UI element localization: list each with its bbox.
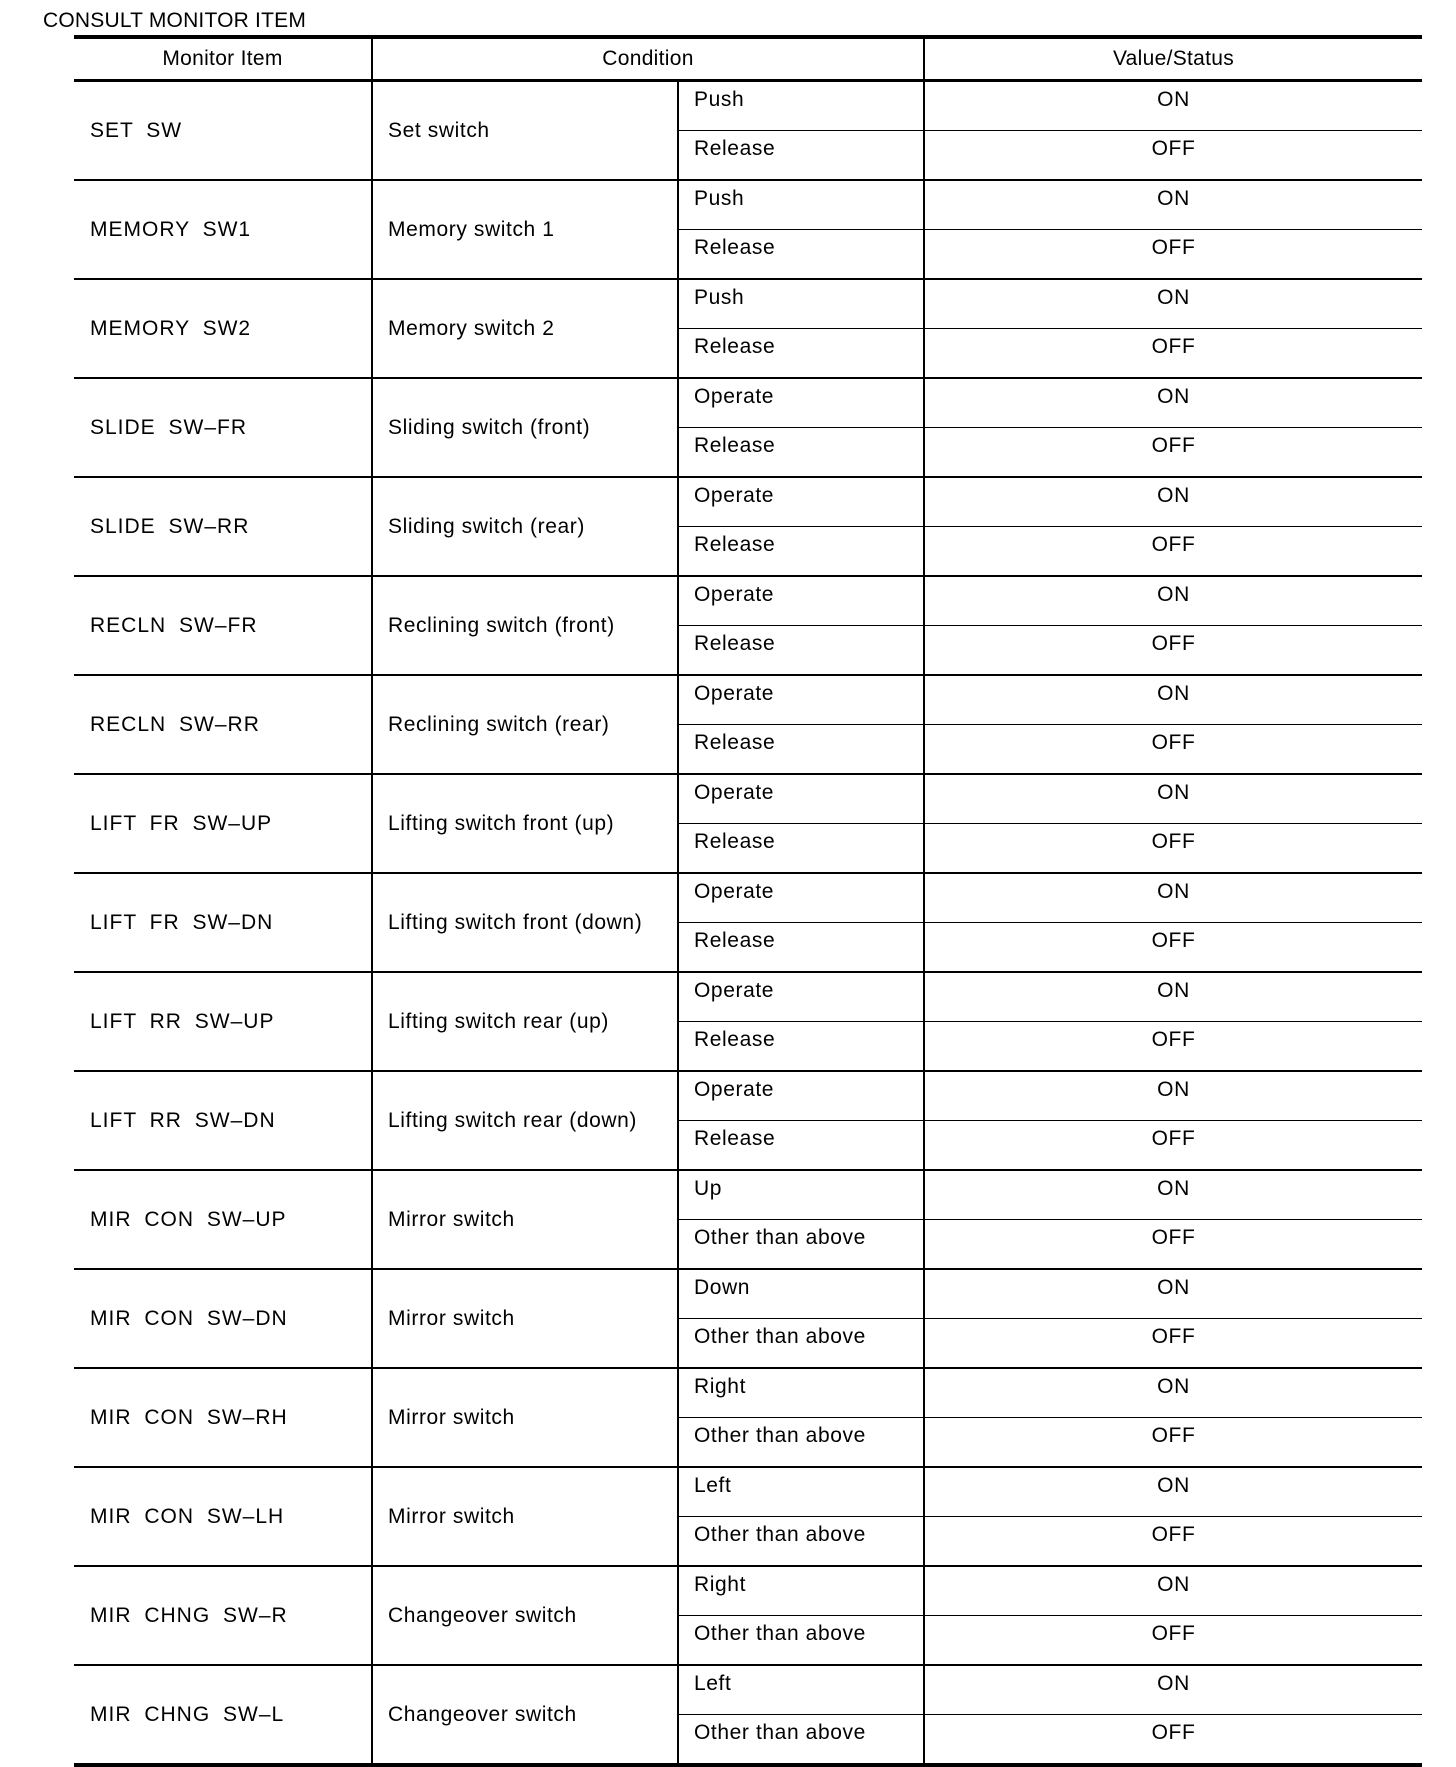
status-value: OFF [924, 230, 1422, 280]
monitor-item: MIR CON SW–UP [74, 1170, 372, 1269]
condition-state: Release [678, 923, 924, 973]
monitor-item: MIR CON SW–DN [74, 1269, 372, 1368]
status-value: ON [924, 1368, 1422, 1418]
condition-state: Down [678, 1269, 924, 1319]
status-value: OFF [924, 1121, 1422, 1171]
condition-name: Lifting switch front (up) [372, 774, 678, 873]
table-row [74, 1368, 1422, 1418]
condition-state: Other than above [678, 1418, 924, 1468]
table-row [74, 675, 1422, 725]
monitor-item: LIFT RR SW–DN [74, 1071, 372, 1170]
condition-state: Release [678, 329, 924, 379]
monitor-item: MIR CHNG SW–L [74, 1665, 372, 1765]
status-value: ON [924, 1269, 1422, 1319]
table-row [74, 1467, 1422, 1517]
status-value: OFF [924, 1220, 1422, 1270]
header-row [74, 37, 1422, 81]
condition-state: Other than above [678, 1517, 924, 1567]
condition-state: Other than above [678, 1220, 924, 1270]
table-row [74, 1566, 1422, 1616]
status-value: ON [924, 1665, 1422, 1715]
condition-state: Other than above [678, 1616, 924, 1666]
table-row [74, 81, 1422, 131]
condition-name: Memory switch 1 [372, 180, 678, 279]
monitor-item: LIFT FR SW–UP [74, 774, 372, 873]
status-value: ON [924, 1467, 1422, 1517]
monitor-item: LIFT RR SW–UP [74, 972, 372, 1071]
status-value: OFF [924, 527, 1422, 577]
table-body [74, 81, 1422, 1766]
status-value: OFF [924, 626, 1422, 676]
condition-state: Release [678, 824, 924, 874]
status-value: OFF [924, 428, 1422, 478]
condition-state: Operate [678, 378, 924, 428]
condition-name: Sliding switch (rear) [372, 477, 678, 576]
condition-state: Other than above [678, 1715, 924, 1766]
condition-state: Release [678, 1121, 924, 1171]
condition-state: Left [678, 1467, 924, 1517]
status-value: OFF [924, 923, 1422, 973]
condition-name: Lifting switch rear (up) [372, 972, 678, 1071]
monitor-item: MIR CON SW–RH [74, 1368, 372, 1467]
condition-state: Operate [678, 873, 924, 923]
table-row [74, 1071, 1422, 1121]
condition-state: Operate [678, 774, 924, 824]
status-value: ON [924, 774, 1422, 824]
condition-name: Lifting switch rear (down) [372, 1071, 678, 1170]
status-value: ON [924, 279, 1422, 329]
condition-name: Changeover switch [372, 1566, 678, 1665]
condition-state: Push [678, 279, 924, 329]
condition-state: Release [678, 230, 924, 280]
condition-state: Operate [678, 675, 924, 725]
monitor-item: RECLN SW–RR [74, 675, 372, 774]
status-value: ON [924, 1170, 1422, 1220]
consult-monitor-table [74, 35, 1422, 1767]
status-value: OFF [924, 1517, 1422, 1567]
monitor-item: RECLN SW–FR [74, 576, 372, 675]
status-value: ON [924, 81, 1422, 131]
condition-name: Mirror switch [372, 1368, 678, 1467]
condition-state: Operate [678, 1071, 924, 1121]
status-value: OFF [924, 1319, 1422, 1369]
table-row [74, 774, 1422, 824]
status-value: OFF [924, 725, 1422, 775]
table-row [74, 477, 1422, 527]
status-value: OFF [924, 1616, 1422, 1666]
condition-name: Sliding switch (front) [372, 378, 678, 477]
condition-state: Push [678, 81, 924, 131]
table-row [74, 1269, 1422, 1319]
table-row [74, 1170, 1422, 1220]
status-value: ON [924, 180, 1422, 230]
condition-name: Mirror switch [372, 1170, 678, 1269]
condition-state: Push [678, 180, 924, 230]
monitor-item: MEMORY SW2 [74, 279, 372, 378]
condition-state: Right [678, 1566, 924, 1616]
condition-name: Lifting switch front (down) [372, 873, 678, 972]
table-row [74, 279, 1422, 329]
table-row [74, 576, 1422, 626]
monitor-item: SLIDE SW–FR [74, 378, 372, 477]
condition-name: Reclining switch (rear) [372, 675, 678, 774]
status-value: ON [924, 477, 1422, 527]
monitor-item: LIFT FR SW–DN [74, 873, 372, 972]
condition-name: Reclining switch (front) [372, 576, 678, 675]
status-value: OFF [924, 824, 1422, 874]
condition-state: Operate [678, 576, 924, 626]
monitor-item: SLIDE SW–RR [74, 477, 372, 576]
condition-state: Left [678, 1665, 924, 1715]
condition-state: Operate [678, 477, 924, 527]
header-value-status: Value/Status [924, 37, 1422, 81]
header-condition: Condition [372, 37, 924, 81]
table-row [74, 378, 1422, 428]
table-row [74, 1665, 1422, 1715]
table-row [74, 180, 1422, 230]
condition-state: Release [678, 1022, 924, 1072]
condition-name: Set switch [372, 81, 678, 181]
status-value: OFF [924, 1418, 1422, 1468]
condition-state: Release [678, 626, 924, 676]
monitor-item: MIR CHNG SW–R [74, 1566, 372, 1665]
condition-name: Memory switch 2 [372, 279, 678, 378]
status-value: ON [924, 1071, 1422, 1121]
condition-name: Mirror switch [372, 1269, 678, 1368]
monitor-item: MIR CON SW–LH [74, 1467, 372, 1566]
condition-state: Up [678, 1170, 924, 1220]
table-row [74, 972, 1422, 1022]
condition-state: Release [678, 131, 924, 181]
status-value: ON [924, 1566, 1422, 1616]
monitor-item: MEMORY SW1 [74, 180, 372, 279]
condition-state: Operate [678, 972, 924, 1022]
status-value: ON [924, 873, 1422, 923]
condition-state: Right [678, 1368, 924, 1418]
header-monitor-item: Monitor Item [74, 37, 372, 81]
status-value: OFF [924, 1715, 1422, 1766]
table-header [74, 37, 1422, 81]
status-value: OFF [924, 131, 1422, 181]
status-value: ON [924, 378, 1422, 428]
status-value: ON [924, 675, 1422, 725]
condition-state: Release [678, 527, 924, 577]
status-value: ON [924, 576, 1422, 626]
condition-name: Mirror switch [372, 1467, 678, 1566]
status-value: OFF [924, 329, 1422, 379]
table-row [74, 873, 1422, 923]
condition-state: Release [678, 428, 924, 478]
condition-name: Changeover switch [372, 1665, 678, 1765]
monitor-item: SET SW [90, 118, 183, 142]
status-value: ON [924, 972, 1422, 1022]
status-value: OFF [924, 1022, 1422, 1072]
condition-state: Other than above [678, 1319, 924, 1369]
condition-state: Release [678, 725, 924, 775]
page-title: CONSULT MONITOR ITEM [43, 9, 307, 32]
